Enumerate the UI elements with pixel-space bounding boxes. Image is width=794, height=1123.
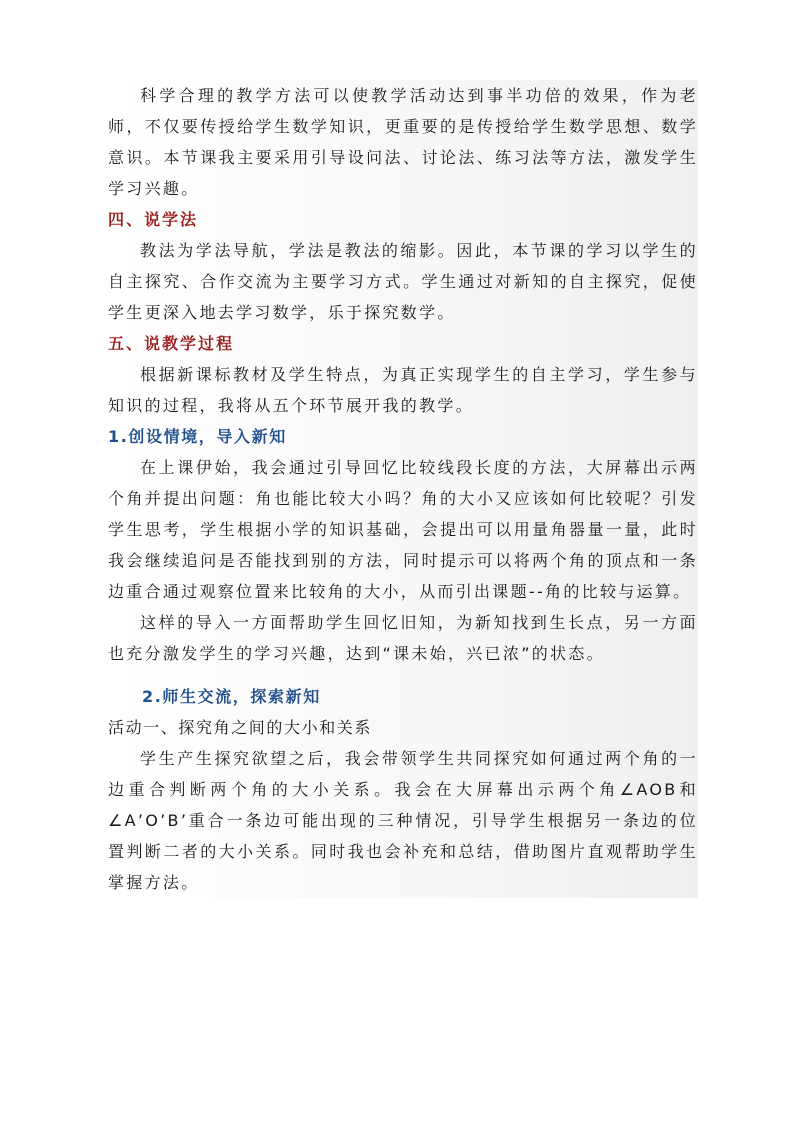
activity-one-title: 活动一、探究角之间的大小和关系 xyxy=(108,718,373,737)
paragraph-introduction-effect: 这样的导入一方面帮助学生回忆旧知，为新知找到生长点，另一方面也充分激发学生的学习兴趣，达到“课未始，兴已浓”的状态。 xyxy=(108,613,698,663)
paragraph-learning-methods: 教法为学法导航，学法是教法的缩影。因此，本节课的学习以学生的自主探究、合作交流为主要学习方式。学生通过对新知的自主探究，促使学生更深入地去学习数学，乐于探究数学。 xyxy=(108,241,698,322)
paragraph-activity-one: 学生产生探究欲望之后，我会带领学生共同探究如何通过两个角的一边重合判断两个角的大小关系。我会在大屏幕出示两个角∠AOB和∠A’O’B’重合一条边可能出现的三种情况，引导学生根据另一条边的位置判断二者的大小关系。同时我也会补充和总结，借助图片直观帮助学生掌握方法。 xyxy=(108,749,698,892)
paragraph-teaching-methods: 科学合理的教学方法可以使教学活动达到事半功倍的效果，作为老师，不仅要传授给学生数学知识，更重要的是传授给学生数学思想、数学意识。本节课我主要采用引导设问法、讨论法、练习法等方法，激发学生学习兴趣。 xyxy=(108,86,698,198)
paragraph-introduction: 在上课伊始，我会通过引导回忆比较线段长度的方法，大屏幕出示两个角并提出问题：角也能比较大小吗？角的大小又应该如何比较呢？引发学生思考，学生根据小学的知识基础，会提出可以用量角器量一量，此时我会继续追问是否能找到别的方法，同时提示可以将两个角的顶点和一条边重合通过观察位置来比较角的大小，从而引出课题--角的比较与运算。 xyxy=(108,458,698,601)
paragraph-teaching-process-intro: 根据新课标教材及学生特点，为真正实现学生的自主学习，学生参与知识的过程，我将从五个环节展开我的教学。 xyxy=(108,365,698,415)
subheading-explore-new-knowledge: 2.师生交流，探索新知 xyxy=(142,687,321,706)
document-body xyxy=(108,80,698,898)
subheading-create-situation: 1.创设情境，导入新知 xyxy=(108,427,287,446)
heading-learning-methods: 四、说学法 xyxy=(108,210,199,229)
heading-teaching-process: 五、说教学过程 xyxy=(108,334,235,353)
